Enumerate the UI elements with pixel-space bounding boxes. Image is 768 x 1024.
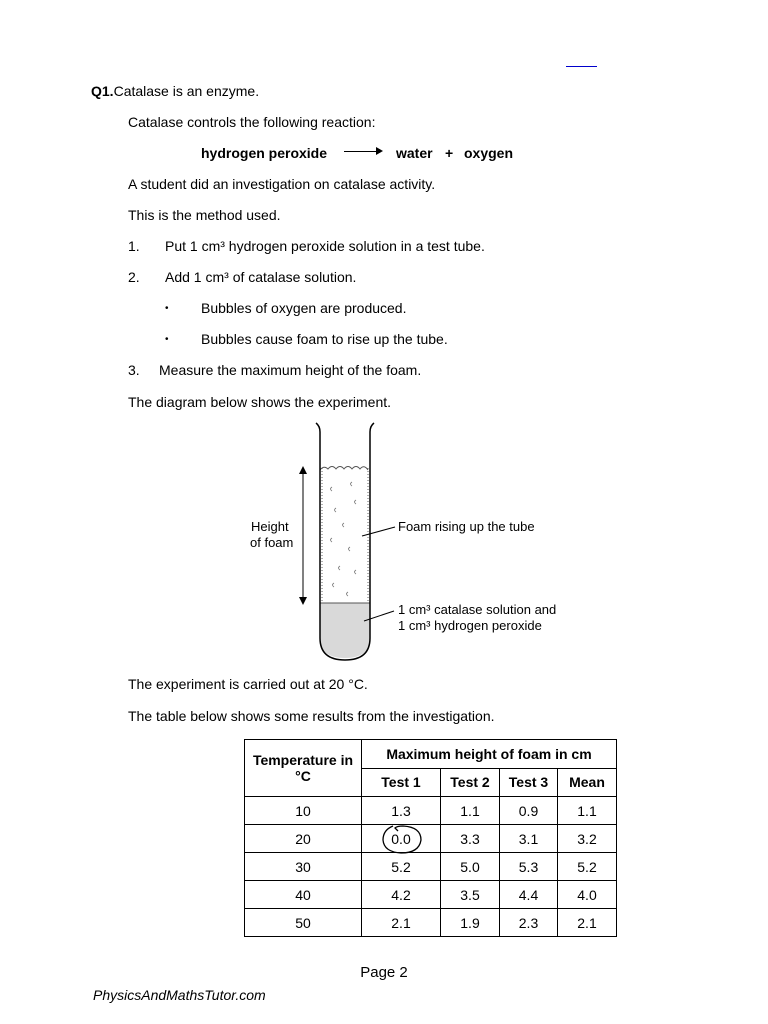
header-test-1: Test 1 <box>362 768 441 797</box>
liquid-fill <box>320 603 370 658</box>
footer-source: PhysicsAndMathsTutor.com <box>93 987 266 1003</box>
cell-test-3: 0.9 <box>500 797 558 825</box>
bullet-1-text: Bubbles of oxygen are produced. <box>201 300 407 316</box>
cell-test-1-anomaly <box>362 825 441 853</box>
reaction-plus: + <box>445 145 454 161</box>
temperature-note: The experiment is carried out at 20 °C. <box>128 676 368 692</box>
cell-mean: 2.1 <box>558 909 617 937</box>
cell-test-2: 1.1 <box>441 797 500 825</box>
header-test-3: Test 3 <box>500 768 558 797</box>
cell-temp: 30 <box>245 853 362 881</box>
header-test-2: Test 2 <box>441 768 500 797</box>
table-row <box>245 909 617 937</box>
header-max-height: Maximum height of foam in cm <box>362 740 617 769</box>
controls-text: Catalase controls the following reaction: <box>128 114 376 130</box>
cell-temp: 50 <box>245 909 362 937</box>
method-intro: This is the method used. <box>128 207 281 223</box>
table-intro: The table below shows some results from the investigation. <box>128 708 495 724</box>
cell-mean: 1.1 <box>558 797 617 825</box>
cell-temp: 20 <box>245 825 362 853</box>
reaction-arrow <box>344 151 378 152</box>
cell-temp: 40 <box>245 881 362 909</box>
foam-label: Foam rising up the tube <box>398 519 535 534</box>
bullet-2-text: Bubbles cause foam to rise up the tube. <box>201 331 448 347</box>
top-link-underline[interactable] <box>566 66 597 67</box>
height-label-line-2: of foam <box>250 535 294 550</box>
question-number: Q1. <box>91 83 114 99</box>
cell-test-2: 5.0 <box>441 853 500 881</box>
table-row <box>245 881 617 909</box>
cell-test-1: 5.2 <box>362 853 441 881</box>
height-arrow-bottom <box>299 597 307 605</box>
table-row <box>245 797 617 825</box>
solution-label-line-1: 1 cm³ catalase solution and <box>398 602 557 617</box>
header-mean: Mean <box>558 768 617 797</box>
investigation-text: A student did an investigation on catalase activity. <box>128 176 436 192</box>
step-1-number: 1. <box>128 238 140 254</box>
table-row <box>245 825 617 853</box>
cell-test-2: 3.3 <box>441 825 500 853</box>
cell-test-1: 1.3 <box>362 797 441 825</box>
step-2-number: 2. <box>128 269 140 285</box>
reaction-product-oxygen: oxygen <box>464 145 514 161</box>
header-temperature: Temperature in °C <box>245 740 362 797</box>
reaction-product-water: water <box>396 145 433 161</box>
step-3-text: Measure the maximum height of the foam. <box>159 362 422 378</box>
cell-test-3: 2.3 <box>500 909 558 937</box>
cell-mean: 3.2 <box>558 825 617 853</box>
cell-test-3: 3.1 <box>500 825 558 853</box>
step-1-text: Put 1 cm³ hydrogen peroxide solution in a test tube. <box>165 238 485 254</box>
diagram-intro: The diagram below shows the experiment. <box>128 394 392 410</box>
foam-leader-line <box>362 527 395 536</box>
table-row <box>245 853 617 881</box>
bullet-1-mark: • <box>165 303 169 314</box>
page-number: Page 2 <box>360 964 408 981</box>
results-table <box>244 739 617 937</box>
cell-test-3: 4.4 <box>500 881 558 909</box>
cell-test-2: 1.9 <box>441 909 500 937</box>
step-2-text: Add 1 cm³ of catalase solution. <box>165 269 357 285</box>
reaction-reactant: hydrogen peroxide <box>201 145 328 161</box>
question-intro: Catalase is an enzyme. <box>113 83 260 99</box>
bullet-2-mark: • <box>165 334 169 345</box>
cell-test-2: 3.5 <box>441 881 500 909</box>
question-intro-line <box>91 83 259 99</box>
reaction-arrow-head <box>376 147 383 155</box>
step-3-number: 3. <box>128 362 140 378</box>
height-label-line-1: Height <box>251 519 289 534</box>
height-arrow-top <box>299 466 307 474</box>
cell-test-1: 2.1 <box>362 909 441 937</box>
cell-test-1-value: 0.0 <box>391 830 411 847</box>
cell-test-3: 5.3 <box>500 853 558 881</box>
solution-label-line-2: 1 cm³ hydrogen peroxide <box>398 618 542 633</box>
cell-mean: 4.0 <box>558 881 617 909</box>
cell-mean: 5.2 <box>558 853 617 881</box>
foam-top <box>320 467 368 471</box>
cell-temp: 10 <box>245 797 362 825</box>
foam-bubbles <box>331 482 357 596</box>
cell-test-1: 4.2 <box>362 881 441 909</box>
